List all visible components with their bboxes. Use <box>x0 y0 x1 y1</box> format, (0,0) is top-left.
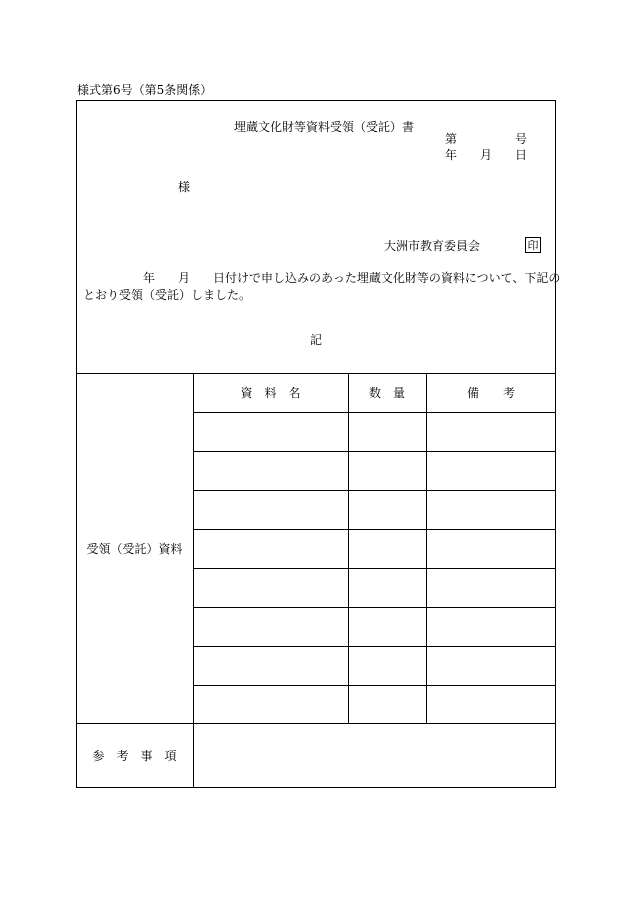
table-cell-remarks[interactable] <box>426 529 556 568</box>
table-cell-name[interactable] <box>193 451 348 490</box>
body-text-line2: とおり受領（受託）しました。 <box>83 288 252 302</box>
table-cell-remarks[interactable] <box>426 646 556 685</box>
date-day-label: 日 <box>515 148 528 162</box>
column-header-name: 資 料 名 <box>240 386 301 400</box>
notes-field[interactable] <box>193 723 556 788</box>
number-prefix: 第 <box>445 132 458 146</box>
addressee-suffix: 様 <box>178 180 191 194</box>
table-cell-name[interactable] <box>193 529 348 568</box>
body-year-label: 年 <box>143 271 156 285</box>
table-cell-name[interactable] <box>193 568 348 607</box>
table-cell-quantity[interactable] <box>348 451 426 490</box>
table-cell-remarks[interactable] <box>426 607 556 646</box>
form-number-label: 様式第6号（第5条関係） <box>77 83 213 97</box>
table-cell-name[interactable] <box>193 607 348 646</box>
table-cell-name[interactable] <box>193 685 348 723</box>
table-cell-remarks[interactable] <box>426 490 556 529</box>
table-cell-quantity[interactable] <box>348 685 426 723</box>
column-header-quantity: 数 量 <box>368 386 405 400</box>
seal-mark: 印 <box>525 237 541 253</box>
issuer-name: 大洲市教育委員会 <box>384 239 481 253</box>
table-cell-name[interactable] <box>193 412 348 451</box>
table-cell-remarks[interactable] <box>426 451 556 490</box>
number-suffix: 号 <box>515 132 528 146</box>
table-cell-remarks[interactable] <box>426 568 556 607</box>
table-cell-remarks[interactable] <box>426 685 556 723</box>
table-cell-quantity[interactable] <box>348 646 426 685</box>
table-cell-quantity[interactable] <box>348 412 426 451</box>
table-cell-quantity[interactable] <box>348 529 426 568</box>
ki-label: 記 <box>310 333 323 347</box>
column-header-remarks: 備 考 <box>466 386 515 400</box>
row-header-materials: 受領（受託）資料 <box>86 541 183 556</box>
notes-header: 参 考 事 項 <box>92 749 177 763</box>
body-text-line1: 日付けで申し込みのあった埋蔵文化財等の資料について、下記の <box>213 271 561 285</box>
date-month-label: 月 <box>480 148 493 162</box>
table-cell-name[interactable] <box>193 646 348 685</box>
table-cell-name[interactable] <box>193 490 348 529</box>
document-title: 埋蔵文化財等資料受領（受託）書 <box>234 120 415 134</box>
table-cell-remarks[interactable] <box>426 412 556 451</box>
table-cell-quantity[interactable] <box>348 568 426 607</box>
body-month-label: 月 <box>178 271 191 285</box>
table-cell-quantity[interactable] <box>348 490 426 529</box>
date-year-label: 年 <box>445 148 458 162</box>
table-cell-quantity[interactable] <box>348 607 426 646</box>
